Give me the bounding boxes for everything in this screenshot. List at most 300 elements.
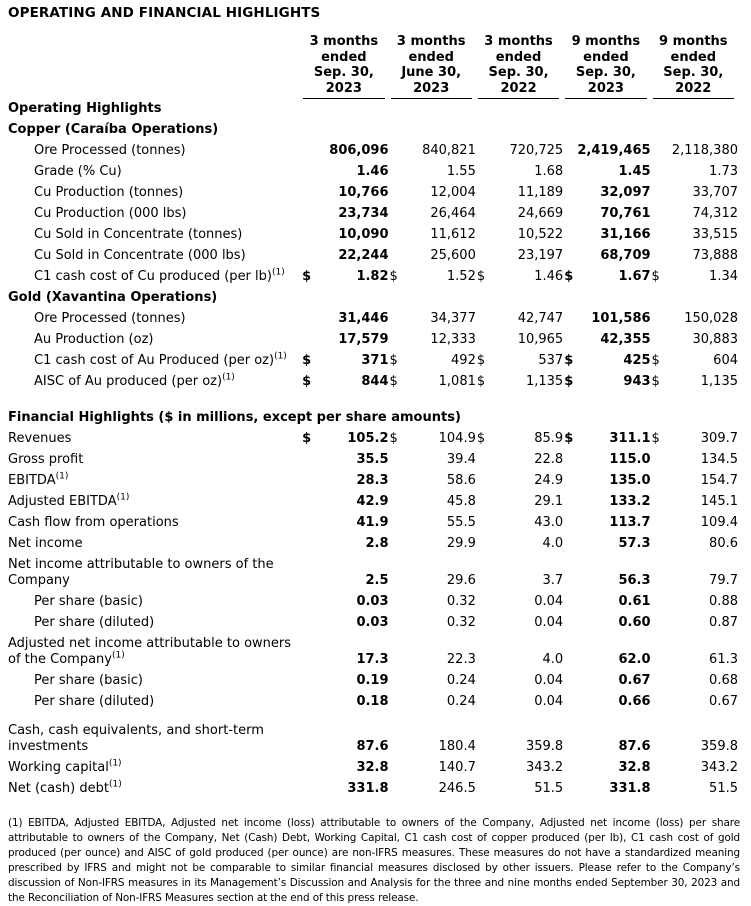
cell-value: 51.5 [534, 781, 564, 796]
dollar-sign [476, 183, 490, 204]
column-header-line: ended [408, 49, 454, 65]
column-header-line: 3 months [396, 34, 466, 49]
row-label-text: Gross profit [8, 452, 84, 467]
cell-value: 1.67 [618, 269, 651, 284]
column-header-line: 2023 [325, 80, 362, 96]
cell-value: 135.0 [609, 473, 651, 488]
table-row [8, 429, 738, 450]
page-title: OPERATING AND FINANCIAL HIGHLIGHTS [8, 5, 321, 21]
cell-value: 41.9 [356, 515, 389, 530]
dollar-sign [651, 309, 665, 330]
cell-value: 371 [361, 353, 389, 368]
row-label-text: Per share (basic) [34, 673, 143, 688]
footnote-marker: (1) [271, 267, 285, 278]
cell-value: 2,419,465 [577, 143, 651, 158]
dollar-sign [651, 513, 665, 534]
dollar-sign [476, 758, 490, 779]
dollar-sign [476, 713, 490, 758]
table-row [8, 330, 738, 351]
dollar-sign [476, 613, 490, 634]
row-label [8, 513, 301, 534]
cell-value: 61.3 [709, 652, 738, 667]
cell-value: 0.67 [618, 673, 651, 688]
cell-value: 70,761 [600, 206, 651, 221]
row-label [8, 225, 301, 246]
cell-value: 87.6 [356, 739, 389, 754]
cell-value: 42.9 [356, 494, 389, 509]
table-row [8, 555, 738, 592]
cell-value: 180.4 [438, 739, 476, 754]
cell-value: 492 [451, 353, 476, 368]
cell-value: 28.3 [356, 473, 389, 488]
cell-value: 29.9 [446, 536, 476, 551]
dollar-sign [563, 713, 577, 758]
cell-value: 1.46 [534, 269, 564, 284]
table-row [8, 225, 738, 246]
row-label [8, 429, 301, 450]
dollar-sign [301, 204, 315, 225]
dollar-sign [563, 162, 577, 183]
dollar-sign [651, 225, 665, 246]
cell-value: 42,355 [600, 332, 651, 347]
dollar-sign [389, 779, 403, 800]
cell-value: 55.5 [446, 515, 476, 530]
dollar-sign [563, 634, 577, 671]
dollar-sign [389, 141, 403, 162]
dollar-sign [476, 492, 490, 513]
cell-value: 113.7 [609, 515, 651, 530]
cell-value: 0.04 [534, 615, 564, 630]
table-body [8, 99, 738, 800]
cell-value: 1,135 [700, 374, 738, 389]
footnote-marker: (1) [108, 779, 122, 790]
cell-value: 22.8 [534, 452, 564, 467]
cell-value: 1,081 [438, 374, 476, 389]
dollar-sign [389, 492, 403, 513]
dollar-sign [651, 450, 665, 471]
column-header-line: ended [583, 49, 629, 65]
cell-value: 1.82 [356, 269, 389, 284]
cell-value: 0.19 [356, 673, 389, 688]
dollar-sign [651, 634, 665, 671]
cell-value: 26,464 [430, 206, 476, 221]
dollar-sign: $ [651, 431, 660, 446]
cell-value: 0.03 [356, 615, 389, 630]
section-row [8, 120, 738, 141]
cell-value: 154.7 [700, 473, 738, 488]
row-label-text: Ore Processed (tonnes) [34, 143, 186, 158]
cell-value: 17.3 [356, 652, 389, 667]
dollar-sign [389, 162, 403, 183]
dollar-sign [476, 246, 490, 267]
cell-value: 34,377 [430, 311, 476, 326]
row-label-text: EBITDA [8, 473, 56, 488]
table-row [8, 372, 738, 393]
dollar-sign [563, 692, 577, 713]
dollar-sign: $ [476, 353, 486, 368]
dollar-sign [301, 450, 315, 471]
cell-value: 0.60 [618, 615, 651, 630]
row-label [8, 555, 301, 592]
cell-value: 1,135 [525, 374, 564, 389]
dollar-sign [301, 225, 315, 246]
row-label-text: Net income [8, 536, 83, 551]
cell-value: 32,097 [600, 185, 651, 200]
table-row [8, 692, 738, 713]
cell-value: 0.61 [618, 594, 651, 609]
dollar-sign: $ [651, 374, 660, 389]
dollar-sign [389, 634, 403, 671]
row-label-text: Adjusted EBITDA [8, 494, 117, 509]
dollar-sign [476, 779, 490, 800]
dollar-sign [651, 471, 665, 492]
dollar-sign: $ [389, 269, 398, 284]
cell-value: 1.68 [534, 164, 564, 179]
column-header-line: June 30, [401, 65, 462, 80]
row-label-text: Cash, cash equivalents, and short-term investments [8, 723, 264, 754]
table-row [8, 592, 738, 613]
dollar-sign [476, 450, 490, 471]
cell-value: 0.88 [709, 594, 738, 609]
dollar-sign [389, 592, 403, 613]
cell-value: 0.68 [709, 673, 738, 688]
cell-value: 23,734 [338, 206, 389, 221]
dollar-sign [301, 141, 315, 162]
row-label [8, 450, 301, 471]
cell-value: 85.9 [534, 431, 564, 446]
cell-value: 57.3 [618, 536, 651, 551]
dollar-sign [389, 450, 403, 471]
cell-value: 0.66 [618, 694, 651, 709]
footnote: (1) EBITDA, Adjusted EBITDA, Adjusted net income (loss) attributable to owners of the Company, Adjusted net income (loss) per share attributable to owners of the Company, Net (Cash) Debt, Working Capital, C1 cash cost of copper produced (per lb), C1 cash cost of gold produced (per ounce) and AISC of gold produced (per ounce) are non-IFRS measures. These measures do not have a standardized meaning prescribed by IFRS and might not be comparable to similar financial measures disclosed by other issuers. Please refer to the Company’s discussion of Non-IFRS measures in its Management’s Discussion and Analysis for the three and nine months ended September 30, 2023 and the Reconciliation of Non-IFRS Measures section at the end of this press release. [8, 817, 740, 904]
section-label [8, 288, 738, 309]
cell-value: 359.8 [525, 739, 564, 754]
dollar-sign: $ [651, 353, 660, 368]
cell-value: 145.1 [700, 494, 738, 509]
dollar-sign [563, 555, 577, 592]
row-label-text: Cu Production (000 lbs) [34, 206, 187, 221]
column-header-line: 2022 [675, 80, 712, 96]
dollar-sign: $ [389, 431, 398, 446]
cell-value: 0.32 [446, 594, 476, 609]
footnote-marker: (1) [222, 372, 235, 383]
dollar-sign [301, 592, 315, 613]
section-row [8, 288, 738, 309]
dollar-sign [651, 713, 665, 758]
cell-value: 309.7 [700, 431, 738, 446]
dollar-sign [563, 592, 577, 613]
table-row [8, 634, 738, 671]
dollar-sign [563, 492, 577, 513]
header-row [8, 34, 738, 99]
dollar-sign [651, 330, 665, 351]
dollar-sign [651, 534, 665, 555]
cell-value: 31,446 [338, 311, 389, 326]
dollar-sign: $ [476, 374, 486, 389]
row-label-text: Cu Production (tonnes) [34, 185, 184, 200]
row-label [8, 534, 301, 555]
cell-value: 246.5 [438, 781, 476, 796]
cell-value: 12,004 [430, 185, 476, 200]
cell-value: 0.32 [446, 615, 476, 630]
dollar-sign [476, 692, 490, 713]
cell-value: 29.6 [446, 573, 476, 588]
dollar-sign [563, 204, 577, 225]
column-header-line: Sep. 30, [313, 65, 374, 80]
cell-value: 1.34 [709, 269, 738, 284]
column-header-line: 2022 [500, 80, 537, 96]
row-label-text: Ore Processed (tonnes) [34, 311, 186, 326]
cell-value: 10,965 [517, 332, 564, 347]
dollar-sign [301, 692, 315, 713]
row-label [8, 779, 301, 800]
cell-value: 343.2 [525, 760, 564, 775]
cell-value: 24,669 [517, 206, 564, 221]
section-row [8, 99, 738, 120]
cell-value: 1.46 [356, 164, 389, 179]
dollar-sign: $ [476, 431, 486, 446]
cell-value: 43.0 [534, 515, 564, 530]
row-label [8, 204, 301, 225]
dollar-sign [563, 779, 577, 800]
dollar-sign [389, 471, 403, 492]
dollar-sign [301, 613, 315, 634]
row-label [8, 592, 301, 613]
cell-value: 10,766 [338, 185, 389, 200]
table-row [8, 534, 738, 555]
cell-value: 2.8 [365, 536, 389, 551]
section-label [8, 120, 738, 141]
cell-value: 134.5 [700, 452, 738, 467]
cell-value: 105.2 [347, 431, 389, 446]
cell-value: 150,028 [684, 311, 738, 326]
row-label-text: Cash flow from operations [8, 515, 179, 530]
cell-value: 35.5 [356, 452, 389, 467]
dollar-sign [651, 183, 665, 204]
dollar-sign [301, 183, 315, 204]
footnote-marker: (1) [108, 758, 122, 769]
dollar-sign [476, 634, 490, 671]
dollar-sign [563, 671, 577, 692]
dollar-sign [476, 534, 490, 555]
cell-value: 2.5 [365, 573, 389, 588]
dollar-sign: $ [476, 269, 486, 284]
cell-value: 331.8 [609, 781, 651, 796]
row-label [8, 330, 301, 351]
table-row [8, 246, 738, 267]
dollar-sign: $ [564, 269, 574, 284]
cell-value: 4.0 [542, 652, 564, 667]
dollar-sign [476, 204, 490, 225]
cell-value: 1.52 [446, 269, 476, 284]
dollar-sign [389, 225, 403, 246]
row-label-text: Per share (basic) [34, 594, 143, 609]
dollar-sign [389, 713, 403, 758]
footnote-marker: (1) [55, 471, 69, 482]
cell-value: 42,747 [517, 311, 564, 326]
cell-value: 22,244 [338, 248, 389, 263]
dollar-sign [389, 246, 403, 267]
row-label [8, 246, 301, 267]
dollar-sign [563, 513, 577, 534]
dollar-sign [651, 671, 665, 692]
cell-value: 109.4 [700, 515, 738, 530]
cell-value: 1.55 [446, 164, 476, 179]
dollar-sign [651, 246, 665, 267]
cell-value: 0.24 [446, 673, 476, 688]
row-label [8, 309, 301, 330]
row-label [8, 141, 301, 162]
cell-value: 74,312 [692, 206, 738, 221]
cell-value: 425 [623, 353, 651, 368]
dollar-sign [651, 141, 665, 162]
dollar-sign [476, 162, 490, 183]
cell-value: 331.8 [347, 781, 389, 796]
dollar-sign [651, 613, 665, 634]
cell-value: 39.4 [446, 452, 476, 467]
cell-value: 101,586 [591, 311, 651, 326]
dollar-sign [301, 162, 315, 183]
dollar-sign [651, 758, 665, 779]
column-header-line: 9 months [659, 34, 728, 49]
cell-value: 56.3 [618, 573, 651, 588]
row-label-text: Adjusted net income attributable to owners of the Company [8, 636, 292, 667]
dollar-sign [476, 225, 490, 246]
highlights-table [8, 34, 738, 800]
table-row [8, 309, 738, 330]
row-label [8, 634, 301, 671]
cell-value: 11,189 [517, 185, 564, 200]
row-label-text: Net income attributable to owners of the Company [8, 557, 274, 588]
section-label [8, 393, 738, 429]
cell-value: 51.5 [709, 781, 738, 796]
column-header-line: Sep. 30, [663, 65, 724, 80]
cell-value: 23,197 [517, 248, 564, 263]
dollar-sign [563, 141, 577, 162]
cell-value: 806,096 [329, 143, 389, 158]
dollar-sign: $ [389, 353, 398, 368]
dollar-sign: $ [302, 269, 312, 284]
dollar-sign [301, 555, 315, 592]
column-header [389, 34, 476, 99]
row-label [8, 267, 301, 288]
table-row [8, 183, 738, 204]
cell-value: 2,118,380 [671, 143, 738, 158]
cell-value: 0.03 [356, 594, 389, 609]
dollar-sign [389, 513, 403, 534]
cell-value: 87.6 [618, 739, 651, 754]
dollar-sign: $ [389, 374, 398, 389]
row-label-text: Net (cash) debt [8, 781, 109, 796]
column-header [651, 34, 738, 99]
dollar-sign [563, 534, 577, 555]
dollar-sign [389, 183, 403, 204]
dollar-sign [389, 671, 403, 692]
cell-value: 30,883 [692, 332, 738, 347]
dollar-sign [301, 713, 315, 758]
row-label-text: Per share (diluted) [34, 615, 155, 630]
dollar-sign [651, 692, 665, 713]
cell-value: 311.1 [609, 431, 651, 446]
row-label [8, 351, 301, 372]
dollar-sign [301, 492, 315, 513]
row-label [8, 713, 301, 758]
column-header [301, 34, 388, 99]
table-row [8, 492, 738, 513]
column-header-line: Sep. 30, [488, 65, 549, 80]
cell-value: 58.6 [446, 473, 476, 488]
dollar-sign [651, 592, 665, 613]
cell-value: 343.2 [700, 760, 738, 775]
dollar-sign [301, 779, 315, 800]
dollar-sign [651, 204, 665, 225]
dollar-sign: $ [302, 374, 312, 389]
cell-value: 0.24 [446, 694, 476, 709]
footnote-marker: (1) [274, 351, 287, 362]
cell-value: 80.6 [709, 536, 738, 551]
cell-value: 10,090 [338, 227, 389, 242]
dollar-sign [301, 671, 315, 692]
section-row [8, 393, 738, 429]
table-row [8, 779, 738, 800]
row-label-text: Copper (Caraíba Operations) [8, 122, 219, 137]
table-row [8, 450, 738, 471]
column-header-line: ended [670, 49, 717, 65]
cell-value: 844 [361, 374, 389, 389]
cell-value: 45.8 [446, 494, 476, 509]
cell-value: 68,709 [600, 248, 651, 263]
table-header [8, 34, 738, 99]
dollar-sign [651, 492, 665, 513]
cell-value: 11,612 [430, 227, 476, 242]
dollar-sign [476, 471, 490, 492]
row-label [8, 671, 301, 692]
cell-value: 720,725 [509, 143, 564, 158]
dollar-sign [476, 141, 490, 162]
footnote-marker: (1) [111, 650, 125, 661]
dollar-sign: $ [302, 353, 312, 368]
cell-value: 22.3 [446, 652, 476, 667]
row-label-text: Grade (% Cu) [34, 164, 122, 179]
table-row [8, 351, 738, 372]
cell-value: 537 [538, 353, 564, 368]
column-header [563, 34, 650, 99]
dollar-sign [301, 534, 315, 555]
dollar-sign [301, 471, 315, 492]
dollar-sign [389, 309, 403, 330]
row-label-text: AISC of Au produced (per oz) [34, 374, 223, 389]
row-label-text: C1 cash cost of Cu produced (per lb) [34, 269, 272, 284]
table-row [8, 613, 738, 634]
dollar-sign [563, 183, 577, 204]
dollar-sign [301, 309, 315, 330]
cell-value: 140.7 [438, 760, 476, 775]
dollar-sign [476, 513, 490, 534]
dollar-sign [389, 613, 403, 634]
dollar-sign [301, 513, 315, 534]
dollar-sign [563, 225, 577, 246]
row-label-text: Cu Sold in Concentrate (000 lbs) [34, 248, 246, 263]
row-label [8, 183, 301, 204]
cell-value: 104.9 [438, 431, 476, 446]
dollar-sign: $ [564, 431, 574, 446]
row-label [8, 471, 301, 492]
column-header-line: ended [495, 49, 542, 65]
row-label [8, 758, 301, 779]
dollar-sign [476, 309, 490, 330]
table-row [8, 758, 738, 779]
table-row [8, 267, 738, 288]
